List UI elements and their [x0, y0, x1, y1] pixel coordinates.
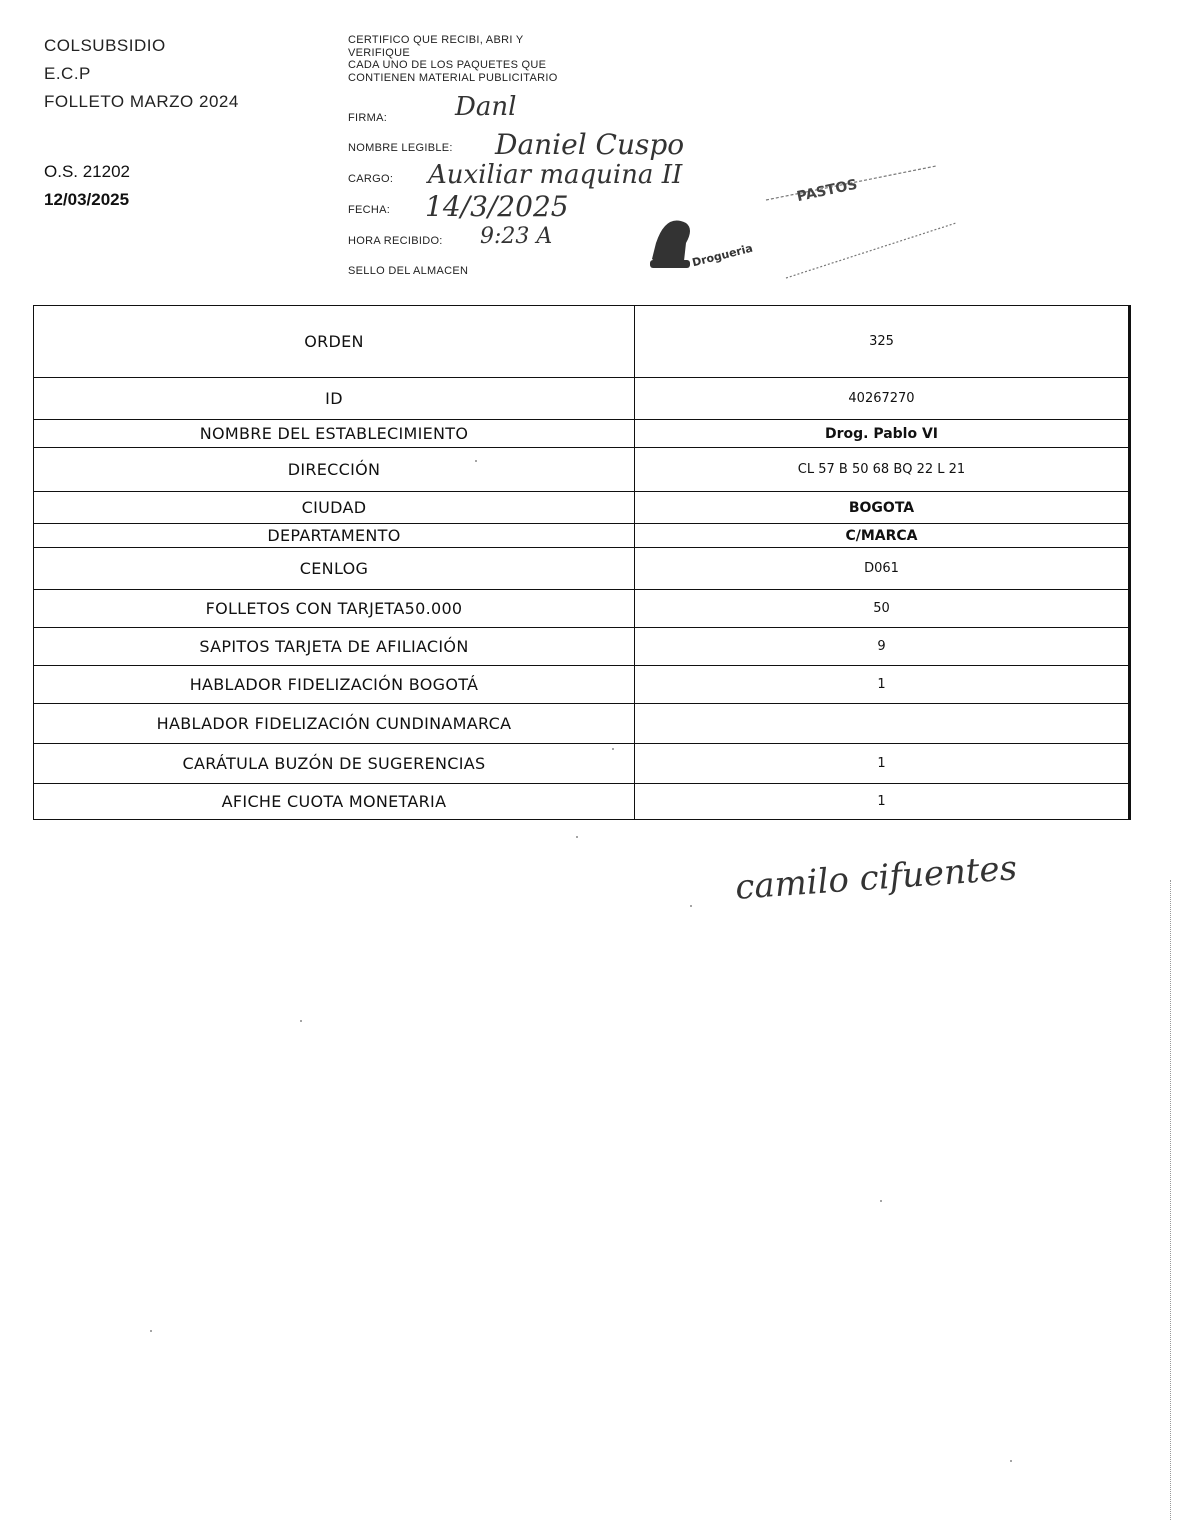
- table-row: [34, 492, 1130, 524]
- row-label-afiche: AFICHE CUOTA MONETARIA: [34, 784, 635, 820]
- hora-label: HORA RECIBIDO:: [348, 235, 443, 247]
- row-label-orden: ORDEN: [34, 306, 635, 378]
- row-value-caratula: 1: [635, 744, 1130, 784]
- company-name: COLSUBSIDIO: [44, 36, 166, 55]
- cargo-label: CARGO:: [348, 173, 394, 185]
- row-value-direccion: CL 57 B 50 68 BQ 22 L 21: [635, 448, 1130, 492]
- fecha-label: FECHA:: [348, 204, 391, 216]
- header-company-block: [44, 32, 239, 116]
- table-row: [34, 378, 1130, 420]
- table-row: [34, 448, 1130, 492]
- table-row: [34, 628, 1130, 666]
- table-row: [34, 590, 1130, 628]
- handwritten-bottom-note: camilo cifuentes: [733, 848, 1019, 908]
- row-label-departamento: DEPARTAMENTO: [34, 524, 635, 548]
- table-row: [34, 306, 1130, 378]
- scan-speck: [612, 748, 614, 750]
- scan-edge-line: [1169, 880, 1171, 1520]
- table-row: [34, 666, 1130, 704]
- row-value-hablador-bogota: 1: [635, 666, 1130, 704]
- row-label-folletos: FOLLETOS CON TARJETA50.000: [34, 590, 635, 628]
- row-label-hablador-cundinamarca: HABLADOR FIDELIZACIÓN CUNDINAMARCA: [34, 704, 635, 744]
- order-service-number: O.S. 21202: [44, 162, 131, 181]
- nombre-label: NOMBRE LEGIBLE:: [348, 142, 453, 154]
- row-value-orden: 325: [635, 306, 1130, 378]
- scan-speck: [1010, 1460, 1012, 1462]
- row-value-hablador-cundinamarca: [635, 704, 1130, 744]
- handwritten-cargo: Auxiliar maquina II: [428, 160, 683, 190]
- folleto-title: FOLLETO MARZO 2024: [44, 92, 239, 111]
- row-label-hablador-bogota: HABLADOR FIDELIZACIÓN BOGOTÁ: [34, 666, 635, 704]
- table-row: [34, 548, 1130, 590]
- scan-speck: [300, 1020, 302, 1022]
- store-stamp: [636, 148, 976, 288]
- row-value-id: 40267270: [635, 378, 1130, 420]
- row-label-ciudad: CIUDAD: [34, 492, 635, 524]
- table-row: [34, 744, 1130, 784]
- certification-text: [348, 34, 608, 84]
- order-service-block: [44, 158, 130, 214]
- handwritten-time: 9:23 A: [480, 224, 553, 249]
- row-label-establecimiento: NOMBRE DEL ESTABLECIMIENTO: [34, 420, 635, 448]
- row-value-ciudad: BOGOTA: [635, 492, 1130, 524]
- certify-line: VERIFIQUE: [348, 46, 410, 59]
- row-label-direccion: DIRECCIÓN: [34, 448, 635, 492]
- delivery-table: [33, 305, 1131, 820]
- table-row: [34, 784, 1130, 820]
- table-row: [34, 704, 1130, 744]
- stamp-top-text: PASTOS: [795, 176, 859, 206]
- firma-label: FIRMA:: [348, 112, 388, 124]
- row-label-sapitos: SAPITOS TARJETA DE AFILIACIÓN: [34, 628, 635, 666]
- scan-speck: [475, 460, 477, 462]
- scan-speck: [690, 905, 692, 907]
- scan-speck: [576, 836, 578, 838]
- sello-label: SELLO DEL ALMACEN: [348, 265, 469, 277]
- handwritten-date: 14/3/2025: [425, 190, 569, 223]
- certify-line: CADA UNO DE LOS PAQUETES QUE: [348, 59, 547, 71]
- certify-line: CONTIENEN MATERIAL PUBLICITARIO: [348, 71, 558, 84]
- table-row: [34, 524, 1130, 548]
- scan-speck: [880, 1200, 882, 1202]
- handwritten-name: Daniel Cuspo: [495, 128, 685, 161]
- row-label-cenlog: CENLOG: [34, 548, 635, 590]
- scan-speck: [150, 1330, 152, 1332]
- stamp-bottom-text: Drogueria: [690, 241, 755, 270]
- order-date: 12/03/2025: [44, 190, 130, 209]
- company-code: E.C.P: [44, 64, 91, 83]
- row-value-departamento: C/MARCA: [635, 524, 1130, 548]
- certify-line: CERTIFICO QUE RECIBI, ABRI Y: [348, 34, 524, 46]
- row-value-cenlog: D061: [635, 548, 1130, 590]
- handwritten-signature: Danl: [455, 92, 517, 122]
- row-label-caratula: CARÁTULA BUZÓN DE SUGERENCIAS: [34, 744, 635, 784]
- row-label-id: ID: [34, 378, 635, 420]
- row-value-establecimiento: Drog. Pablo VI: [635, 420, 1130, 448]
- row-value-sapitos: 9: [635, 628, 1130, 666]
- table-row: [34, 420, 1130, 448]
- row-value-folletos: 50: [635, 590, 1130, 628]
- row-value-afiche: 1: [635, 784, 1130, 820]
